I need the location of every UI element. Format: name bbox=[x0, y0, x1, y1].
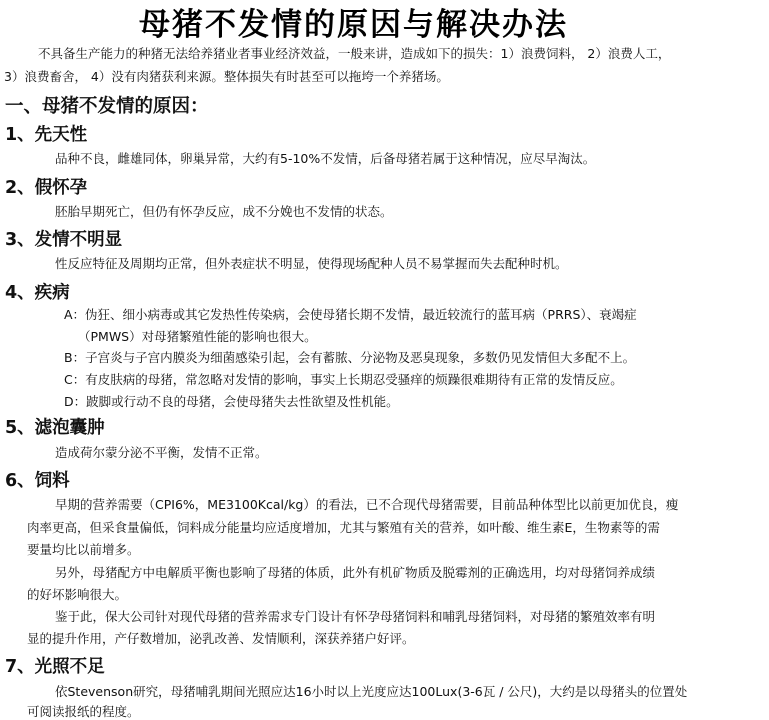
section-heading-causes: 一、母猪不发情的原因： bbox=[5, 96, 209, 117]
disease-item-a-continued: （PMWS）对母猪繁殖性能的影响也很大。 bbox=[78, 329, 317, 344]
intro-line: 3）浪费畜舍， 4）没有肉猪获利来源。整体损失有时甚至可以拖垮一个养猪场。 bbox=[4, 69, 449, 84]
feed-paragraph-line: 另外，母猪配方中电解质平衡也影响了母猪的体质，此外有机矿物质及脱霉剂的正确选用，均对母猪饲养成绩 bbox=[55, 565, 656, 580]
disease-item-c: C：有皮肤病的母猪，常忽略对发情的影响，事实上长期忍受骚痒的烦躁很难期待有正常的发情反应。 bbox=[64, 372, 623, 387]
cause-text: 品种不良，雌雄同体，卵巢异常，大约有5-10%不发情，后备母猪若属于这种情况，应尽早淘汰。 bbox=[55, 151, 596, 166]
disease-item-a: A：伪狂、细小病毒或其它发热性传染病，会使母猪长期不发情，最近较流行的蓝耳病（PRRS）、衰竭症 bbox=[64, 307, 637, 322]
feed-paragraph-line: 要量均比以前增多。 bbox=[27, 542, 140, 557]
feed-paragraph-line: 早期的营养需要（CPI6%，ME3100Kcal/kg）的看法，已不合现代母猪需要，目前品种体型比以前更加优良，瘦 bbox=[55, 497, 679, 512]
cause-heading-unclear-estrus: 3、发情不明显 bbox=[5, 230, 123, 250]
cause-heading-insufficient-light: 7、光照不足 bbox=[5, 657, 105, 677]
cause-text: 胚胎早期死亡，但仍有怀孕反应，成不分娩也不发情的状态。 bbox=[55, 204, 393, 219]
disease-item-d: D：跛脚或行动不良的母猪，会使母猪失去性欲望及性机能。 bbox=[64, 394, 399, 409]
feed-paragraph-line: 肉率更高，但采食量偏低，饲料成分能量均应适度增加，尤其与繁殖有关的营养，如叶酸、维生素E，生物素等的需 bbox=[27, 520, 660, 535]
feed-paragraph-line: 显的提升作用，产仔数增加，泌乳改善、发情顺利，深获养猪户好评。 bbox=[27, 631, 415, 646]
feed-paragraph-line: 的好坏影响很大。 bbox=[27, 587, 128, 602]
feed-paragraph-line: 鉴于此，保大公司针对现代母猪的营养需求专门设计有怀孕母猪饲料和哺乳母猪饲料，对母猪的繁殖效率有明 bbox=[55, 609, 656, 624]
cause-heading-feed: 6、饲料 bbox=[5, 471, 70, 491]
light-paragraph-line: 依Stevenson研究，母猪哺乳期间光照应达16小时以上光度应达100Lux(3-6瓦 / 公尺)，大约是以母猪头的位置处 bbox=[55, 684, 688, 699]
intro-line: 不具备生产能力的种猪无法给养猪业者事业经济效益，一般来讲，造成如下的损失：1）浪费饲料， 2）浪费人工， bbox=[38, 46, 671, 61]
cause-text: 性反应特征及周期均正常，但外表症状不明显，使得现场配种人员不易掌握而失去配种时机。 bbox=[55, 256, 568, 271]
cause-heading-disease: 4、疾病 bbox=[5, 283, 70, 303]
article-title: 母猪不发情的原因与解决办法 bbox=[139, 7, 568, 43]
cause-heading-congenital: 1、先天性 bbox=[5, 125, 88, 145]
light-paragraph-line: 可阅读报纸的程度。 bbox=[27, 704, 140, 719]
disease-item-b: B：子宫炎与子宫内膜炎为细菌感染引起，会有蓄脓、分泌物及恶臭现象，多数仍见发情但大多配不上。 bbox=[64, 350, 636, 365]
cause-text: 造成荷尔蒙分泌不平衡，发情不正常。 bbox=[55, 445, 268, 460]
cause-heading-follicular-cyst: 5、滤泡囊肿 bbox=[5, 418, 105, 438]
cause-heading-pseudo-pregnancy: 2、假怀孕 bbox=[5, 178, 88, 198]
